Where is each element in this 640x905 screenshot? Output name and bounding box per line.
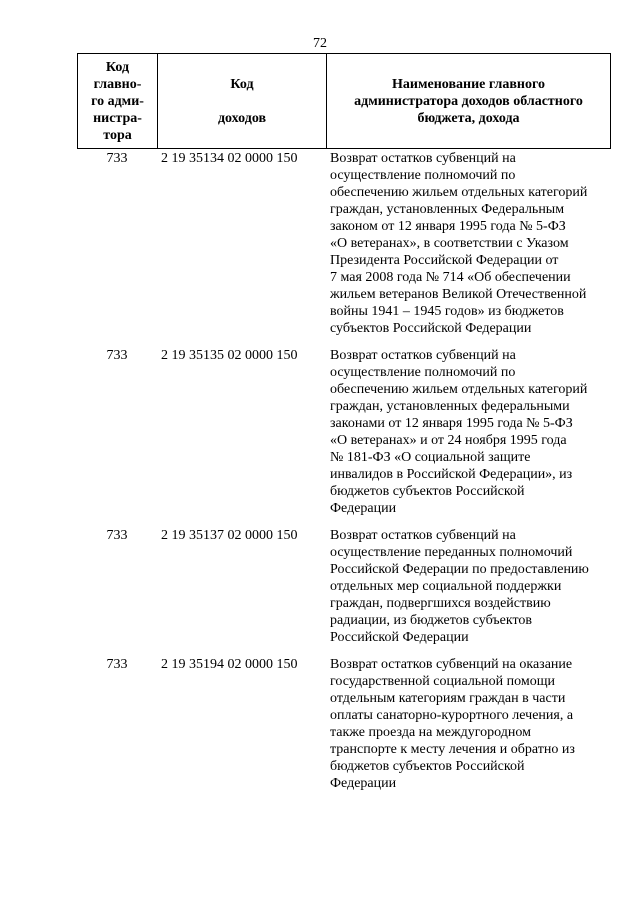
income-name-line: законами от 12 января 1995 года № 5-ФЗ bbox=[330, 416, 573, 431]
header-name-line: администратора доходов областного bbox=[354, 93, 583, 109]
income-name-line: субъектов Российской Федерации bbox=[330, 321, 532, 336]
income-name bbox=[330, 656, 608, 792]
income-name bbox=[330, 527, 608, 646]
header-admin-code-line: главно- bbox=[93, 76, 142, 92]
income-name-line: Российской Федерации bbox=[330, 630, 469, 645]
income-name-line: Возврат остатков субвенций на оказание bbox=[330, 657, 573, 672]
header-admin-code-line: тора bbox=[103, 127, 132, 143]
income-name-line: «О ветеранах», в соответствии с Указом bbox=[330, 236, 569, 251]
header-name bbox=[326, 54, 611, 148]
header-name-line: Наименование главного bbox=[392, 76, 545, 92]
income-name bbox=[330, 150, 608, 337]
header-income-code-line: Код bbox=[230, 76, 254, 92]
income-name-line: осуществление полномочий по bbox=[330, 365, 516, 380]
income-name-line: государственной социальной помощи bbox=[330, 674, 556, 689]
page-number: 72 bbox=[313, 36, 327, 51]
income-name-line: Президента Российской Федерации от bbox=[330, 253, 559, 268]
income-name-line: Российской Федерации по предоставлению bbox=[330, 562, 589, 577]
income-name bbox=[330, 347, 608, 517]
admin-code: 733 bbox=[106, 657, 128, 672]
income-name-line: осуществление полномочий по bbox=[330, 168, 516, 183]
income-name-line: граждан, подвергшихся воздействию bbox=[330, 596, 551, 611]
income-name-line: № 181-ФЗ «О социальной защите bbox=[330, 450, 531, 465]
income-name-line: граждан, установленных федеральными bbox=[330, 399, 570, 414]
admin-code: 733 bbox=[106, 151, 128, 166]
header-income-code-line: доходов bbox=[217, 110, 267, 126]
income-name-line: граждан, установленных Федеральным bbox=[330, 202, 565, 217]
header-admin-code bbox=[77, 54, 157, 148]
income-name-line: бюджетов субъектов Российской bbox=[330, 484, 525, 499]
income-code: 2 19 35194 02 0000 150 bbox=[161, 657, 298, 672]
header-admin-code-line: го адми- bbox=[91, 93, 144, 109]
admin-code: 733 bbox=[106, 528, 128, 543]
income-name-line: бюджетов субъектов Российской bbox=[330, 759, 525, 774]
income-name-line: осуществление переданных полномочий bbox=[330, 545, 573, 560]
income-name-line: законом от 12 января 1995 года № 5-ФЗ bbox=[330, 219, 566, 234]
income-code: 2 19 35135 02 0000 150 bbox=[161, 348, 298, 363]
income-code: 2 19 35134 02 0000 150 bbox=[161, 151, 298, 166]
income-name-line: войны 1941 – 1945 годов» из бюджетов bbox=[330, 304, 564, 319]
income-name-line: оплаты санаторно-курортного лечения, а bbox=[330, 708, 574, 723]
income-name-line: отдельным категориям граждан в части bbox=[330, 691, 566, 706]
income-name-line: «О ветеранах» и от 24 ноября 1995 года bbox=[330, 433, 567, 448]
income-name-line: Возврат остатков субвенций на bbox=[330, 528, 516, 543]
income-name-line: Возврат остатков субвенций на bbox=[330, 151, 516, 166]
income-name-line: обеспечению жильем отдельных категорий bbox=[330, 382, 588, 397]
income-name-line: Возврат остатков субвенций на bbox=[330, 348, 516, 363]
income-name-line: 7 мая 2008 года № 714 «Об обеспечении bbox=[330, 270, 571, 285]
income-name-line: радиации, из бюджетов субъектов bbox=[330, 613, 533, 628]
income-name-line: инвалидов в Российской Федерации», из bbox=[330, 467, 573, 482]
income-name-line: Федерации bbox=[330, 501, 397, 516]
income-name-line: Федерации bbox=[330, 776, 397, 791]
admin-code: 733 bbox=[106, 348, 128, 363]
income-name-line: транспорте к месту лечения и обратно из bbox=[330, 742, 575, 757]
header-name-line: бюджета, дохода bbox=[417, 110, 520, 126]
income-name-line: обеспечению жильем отдельных категорий bbox=[330, 185, 588, 200]
header-income-code bbox=[157, 54, 326, 148]
income-name-line: отдельных мер социальной поддержки bbox=[330, 579, 562, 594]
income-code: 2 19 35137 02 0000 150 bbox=[161, 528, 298, 543]
table-header bbox=[77, 53, 611, 149]
header-admin-code-line: Код bbox=[105, 59, 130, 75]
income-name-line: также проезда на междугородном bbox=[330, 725, 531, 740]
income-name-line: жильем ветеранов Великой Отечественной bbox=[330, 287, 587, 302]
header-admin-code-line: нистра- bbox=[93, 110, 142, 126]
